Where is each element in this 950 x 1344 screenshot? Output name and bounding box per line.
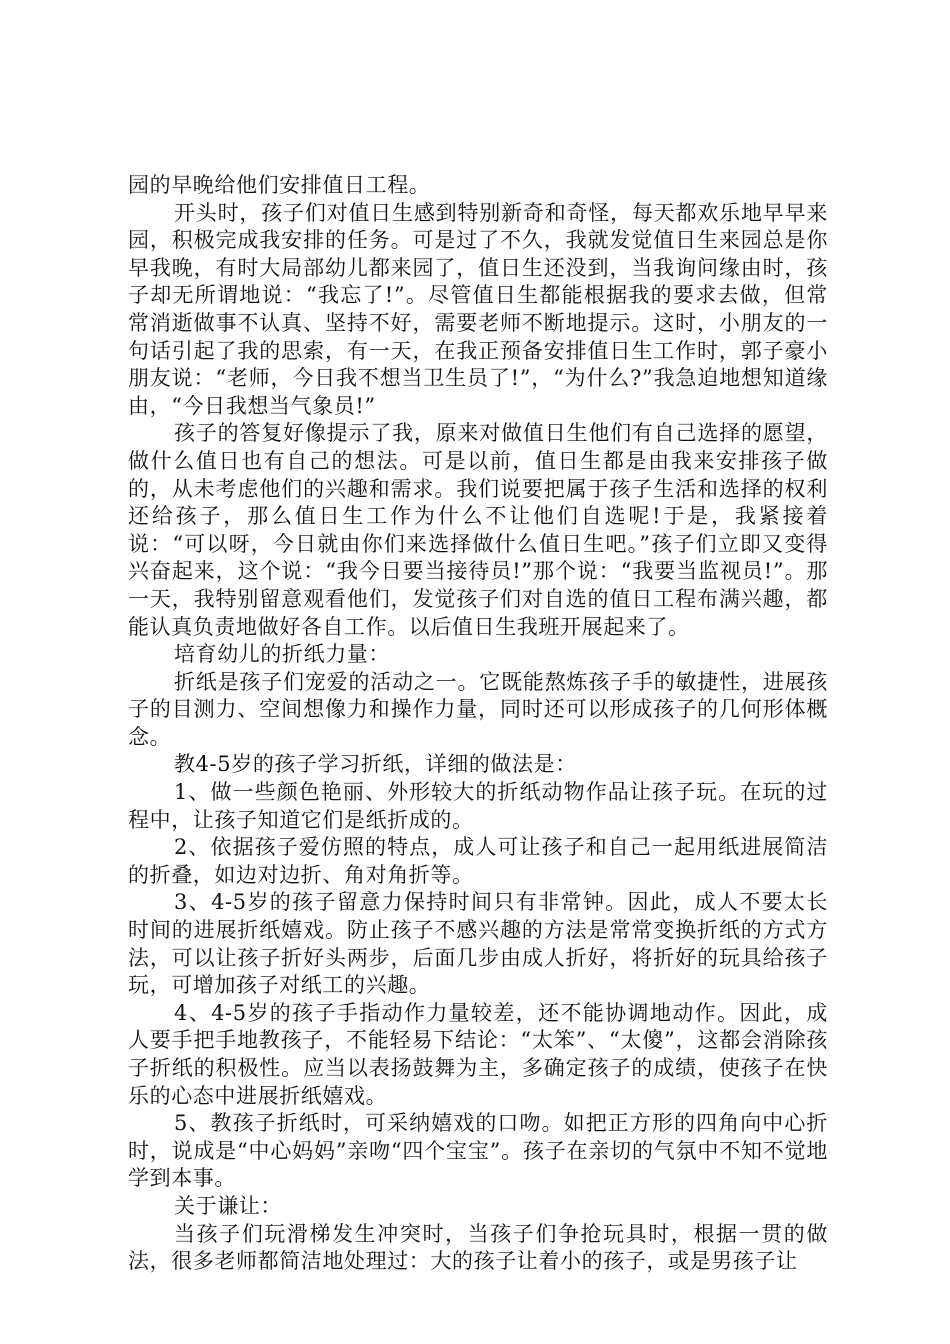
list-item-2: 2、依据孩子爱仿照的特点，成人可让孩子和自己一起用纸进展简洁的折叠，如边对边折、角对角折等。 — [128, 835, 828, 887]
list-item-3: 3、4-5岁的孩子留意力保持时间只有非常钟。因此，成人不要太长时间的进展折纸嬉戏。防止孩子不感兴趣的方法是常常变换折纸的方式方法，可以让孩子折好头两步，后面几步由成人折好，将折好的玩具给孩子玩，可增加孩子对纸工的兴趣。 — [128, 890, 828, 998]
paragraph-duty-start: 开头时，孩子们对值日生感到特别新奇和奇怪，每天都欢乐地早早来园，积极完成我安排的任务。可是过了不久，我就发觉值日生来园总是你早我晚，有时大局部幼儿都来园了，值日生还没到，当我询问缘由时，孩子却无所谓地说：“我忘了!”。尽管值日生都能根据我的要求去做，但常常消逝做事不认真、坚持不好，需要老师不断地提示。这时，小朋友的一句话引起了我的思索，有一天，在我正预备安排值日生工作时，郭子豪小朋友说：“老师，今日我不想当卫生员了!”，“为什么?”我急迫地想知道缘由，“今日我想当气象员!” — [128, 200, 828, 418]
list-item-1: 1、做一些颜色艳丽、外形较大的折纸动物作品让孩子玩。在玩的过程中，让孩子知道它们是纸折成的。 — [128, 780, 828, 832]
paragraph-teaching-method: 教4-5岁的孩子学习折纸，详细的做法是： — [174, 752, 577, 777]
paragraph-children-answer: 孩子的答复好像提示了我，原来对做值日生他们有自己选择的愿望，做什么值日也有自己的想法。可是以前，值日生都是由我来安排孩子做的，从未考虑他们的兴趣和需求。我们说要把属于孩子生活和选择的权利还给孩子，那么值日生工作为什么不让他们自选呢!于是，我紧接着说：“可以呀，今日就由你们来选择做什么值日生吧。”孩子们立即又变得兴奋起来，这个说：“我今日要当接待员!”那个说：“我要当监视员!”。那一天，我特别留意观看他们，发觉孩子们对自选的值日工程布满兴趣，都能认真负责地做好各自工作。以后值日生我班开展起来了。 — [128, 421, 828, 639]
paragraph-humility: 当孩子们玩滑梯发生冲突时，当孩子们争抢玩具时，根据一贯的做法，很多老师都简洁地处理过：大的孩子让着小的孩子，或是男孩子让 — [128, 1221, 828, 1274]
paragraph-continuation: 园的早晚给他们安排值日工程。 — [128, 173, 431, 197]
list-item-5: 5、教孩子折纸时，可采纳嬉戏的口吻。如把正方形的四角向中心折时，说成是“中心妈妈”亲吻“四个宝宝”。孩子在亲切的气氛中不知不觉地学到本事。 — [128, 1111, 828, 1191]
heading-paper-folding: 培育幼儿的折纸力量： — [174, 642, 390, 667]
list-item-4: 4、4-5岁的孩子手指动作力量较差，还不能协调地动作。因此，成人要手把手地教孩子，不能轻易下结论：“太笨”、“太傻”，这都会消除孩子折纸的积极性。应当以表扬鼓舞为主，多确定孩子的成绩，使孩子在快乐的心态中进展折纸嬉戏。 — [128, 1000, 828, 1108]
document-body — [128, 172, 828, 1276]
paragraph-paper-folding-intro: 折纸是孩子们宠爱的活动之一。它既能熬炼孩子手的敏捷性，进展孩子的目测力、空间想像力和操作力量，同时还可以形成孩子的几何形体概念。 — [128, 669, 828, 749]
heading-humility: 关于谦让： — [174, 1193, 282, 1218]
